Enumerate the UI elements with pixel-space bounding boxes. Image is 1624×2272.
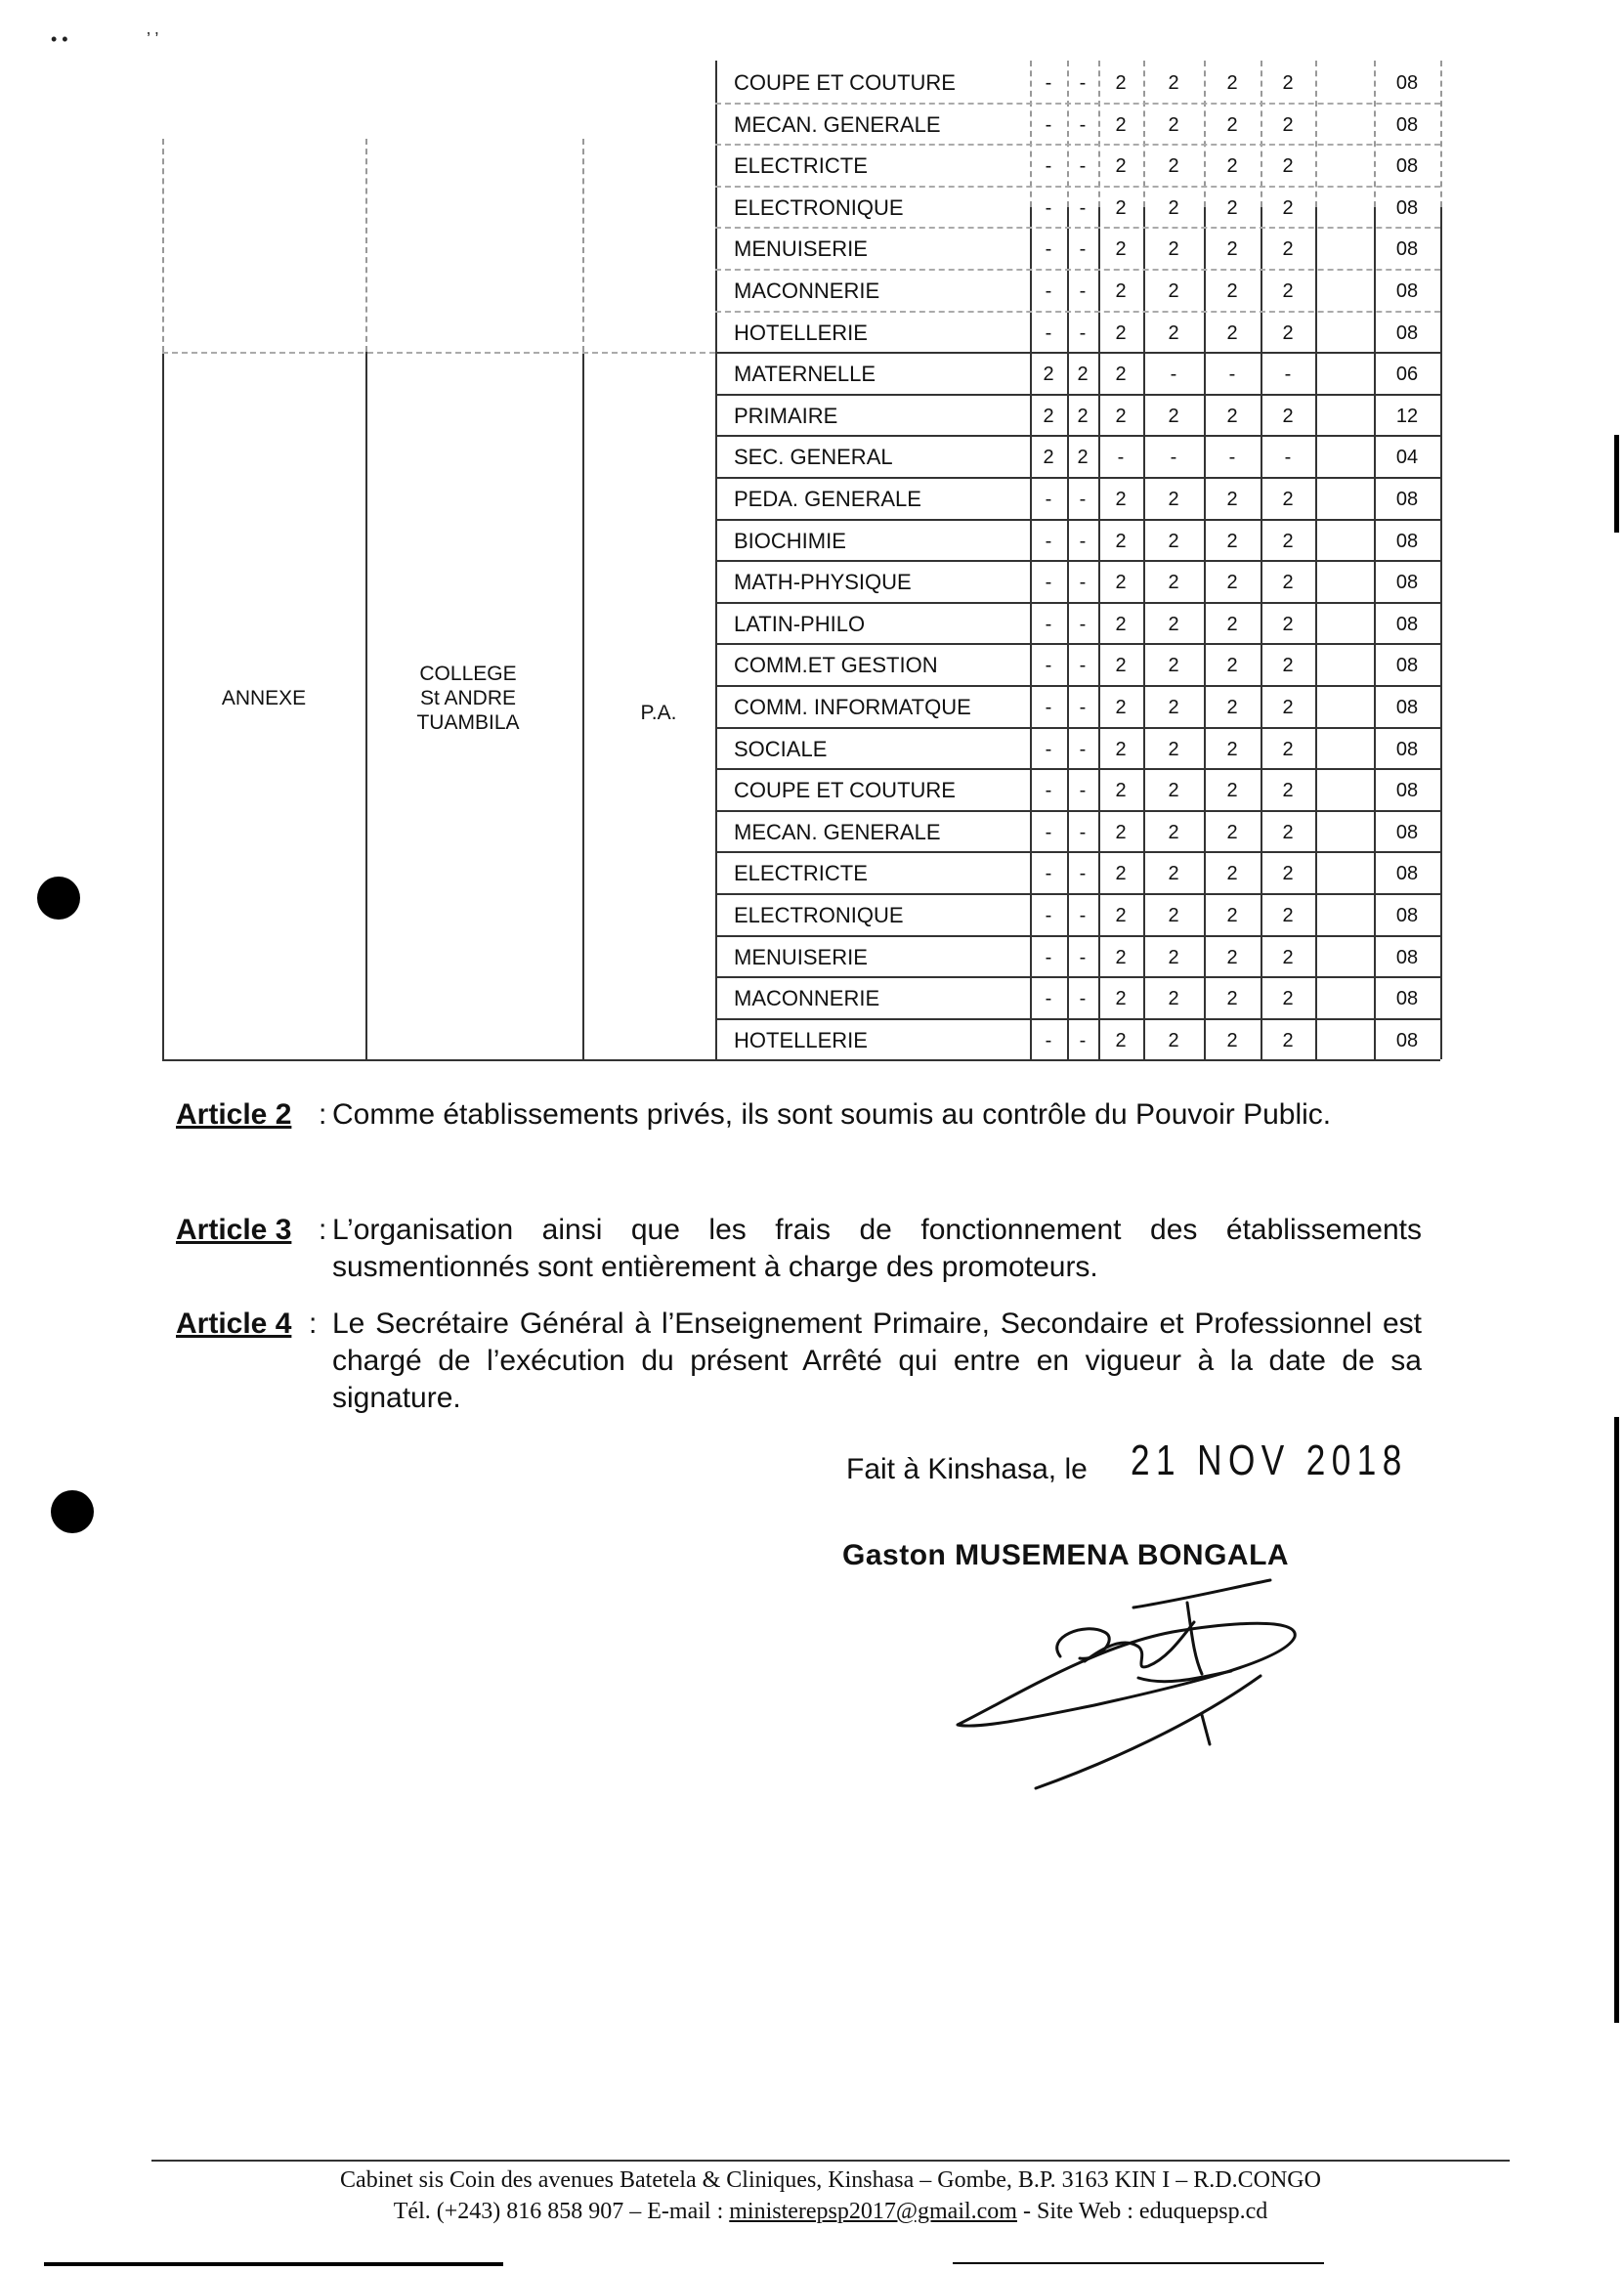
table-cell-count: - bbox=[1228, 447, 1236, 469]
table-cell-count: 2 bbox=[1115, 821, 1127, 843]
table-cell-count: 2 bbox=[1115, 780, 1127, 802]
table-grid-line bbox=[715, 477, 1440, 479]
table-grid-line bbox=[1261, 207, 1262, 1059]
table-grid-line bbox=[715, 311, 1440, 313]
article-colon: : bbox=[319, 1098, 327, 1131]
table-cell-count: 2 bbox=[1226, 572, 1238, 594]
table-cell-count: - bbox=[1079, 572, 1087, 594]
classes-table bbox=[162, 61, 1440, 1059]
table-cell-subject: MECAN. GENERALE bbox=[734, 819, 941, 844]
table-cell-count: - bbox=[1284, 447, 1292, 469]
table-cell-count: 2 bbox=[1282, 238, 1294, 261]
table-cell-subject: MATH-PHYSIQUE bbox=[734, 570, 912, 595]
table-cell-count: 2 bbox=[1168, 780, 1179, 802]
table-cell-count: - bbox=[1045, 572, 1052, 594]
table-cell-count: 2 bbox=[1282, 821, 1294, 843]
table-cell-count: 2 bbox=[1226, 530, 1238, 552]
table-cell-subject: BIOCHIMIE bbox=[734, 528, 846, 553]
table-cell-count: 2 bbox=[1115, 697, 1127, 718]
table-cell-count: - bbox=[1045, 489, 1052, 510]
table-cell-count: 2 bbox=[1226, 196, 1238, 219]
table-cell-count: - bbox=[1079, 863, 1087, 885]
table-cell-count: 2 bbox=[1282, 322, 1294, 344]
article-3 bbox=[176, 1212, 1422, 1290]
table-cell-total: 08 bbox=[1395, 988, 1419, 1010]
table-cell-count: 2 bbox=[1226, 238, 1238, 261]
table-cell-count: - bbox=[1045, 530, 1052, 552]
table-cell-count: 2 bbox=[1282, 697, 1294, 718]
table-cell-count: 2 bbox=[1282, 405, 1294, 427]
table-cell-count: - bbox=[1045, 113, 1052, 136]
table-grid-line bbox=[715, 519, 1440, 521]
table-cell-count: - bbox=[1079, 780, 1087, 802]
table-cell-count: 2 bbox=[1115, 280, 1127, 302]
footer-rule bbox=[151, 2160, 1510, 2162]
table-cell-count: - bbox=[1079, 697, 1087, 718]
table-cell-count: 2 bbox=[1226, 155, 1238, 178]
table-cell-count: 2 bbox=[1282, 946, 1294, 968]
table-grid-line bbox=[715, 560, 1440, 562]
table-cell-count: 2 bbox=[1115, 1029, 1127, 1051]
table-cell-count: 2 bbox=[1115, 988, 1127, 1010]
group-regime: P.A. bbox=[640, 702, 677, 724]
table-cell-count: 2 bbox=[1226, 322, 1238, 344]
table-cell-count: - bbox=[1045, 613, 1052, 635]
table-cell-subject: MENUISERIE bbox=[734, 236, 868, 262]
table-grid-line bbox=[715, 1018, 1440, 1020]
table-grid-line bbox=[1204, 207, 1206, 1059]
table-cell-subject: COMM.ET GESTION bbox=[734, 653, 938, 678]
table-cell-count: 2 bbox=[1226, 613, 1238, 635]
table-cell-count: 2 bbox=[1226, 905, 1238, 926]
scan-edge-mark bbox=[1614, 1417, 1619, 2023]
table-cell-count: - bbox=[1079, 196, 1087, 219]
table-cell-count: - bbox=[1079, 821, 1087, 843]
table-cell-total: 08 bbox=[1395, 280, 1419, 302]
table-cell-count: 2 bbox=[1168, 1029, 1179, 1051]
table-cell-total: 08 bbox=[1395, 1029, 1419, 1051]
table-cell-count: 2 bbox=[1282, 155, 1294, 178]
footer-contact bbox=[151, 2199, 1510, 2225]
table-cell-total: 08 bbox=[1395, 238, 1419, 261]
table-grid-line bbox=[715, 103, 1440, 105]
article-colon: : bbox=[309, 1307, 318, 1340]
table-cell-count: 2 bbox=[1168, 322, 1179, 344]
school-name-line: COLLEGE bbox=[419, 663, 517, 685]
article-text: Le Secrétaire Général à l’Enseignement Primaire, Secondaire et Professionnel est chargé de l’exécution du présent Arrêté qui entre en vigueur à la date de sa signature. bbox=[332, 1307, 1422, 1414]
table-grid-line bbox=[162, 139, 164, 352]
table-grid-line bbox=[715, 893, 1440, 895]
table-cell-count: - bbox=[1079, 322, 1087, 344]
table-cell-subject: COUPE ET COUTURE bbox=[734, 70, 956, 95]
table-cell-count: - bbox=[1079, 113, 1087, 136]
table-grid-line bbox=[715, 602, 1440, 604]
table-cell-count: 2 bbox=[1282, 280, 1294, 302]
table-cell-count: - bbox=[1045, 196, 1052, 219]
table-cell-count: 2 bbox=[1168, 530, 1179, 552]
article-label: Article 4 bbox=[176, 1307, 292, 1340]
table-cell-count: - bbox=[1045, 821, 1052, 843]
table-cell-subject: ELECTRONIQUE bbox=[734, 903, 904, 927]
table-cell-total: 08 bbox=[1395, 655, 1419, 677]
table-cell-count: 2 bbox=[1226, 280, 1238, 302]
table-cell-count: 2 bbox=[1077, 447, 1089, 469]
table-grid-line bbox=[162, 352, 164, 1059]
table-cell-count: 2 bbox=[1115, 238, 1127, 261]
table-grid-line bbox=[365, 139, 367, 352]
table-cell-count: 2 bbox=[1115, 905, 1127, 926]
table-cell-count: - bbox=[1079, 905, 1087, 926]
table-cell-count: 2 bbox=[1226, 1029, 1238, 1051]
table-cell-count: 2 bbox=[1282, 196, 1294, 219]
table-cell-count: 2 bbox=[1282, 655, 1294, 677]
table-cell-subject: MENUISERIE bbox=[734, 944, 868, 969]
table-cell-count: - bbox=[1079, 155, 1087, 178]
table-cell-total: 08 bbox=[1395, 72, 1419, 94]
table-grid-line bbox=[1374, 207, 1376, 1059]
table-cell-count: 2 bbox=[1115, 613, 1127, 635]
table-grid-line bbox=[162, 352, 715, 354]
table-cell-count: 2 bbox=[1168, 988, 1179, 1010]
table-cell-total: 08 bbox=[1395, 196, 1419, 219]
table-cell-total: 08 bbox=[1395, 322, 1419, 344]
table-cell-count: 2 bbox=[1115, 72, 1127, 94]
table-cell-count: - bbox=[1079, 238, 1087, 261]
table-cell-total: 08 bbox=[1395, 155, 1419, 178]
school-name-line: St ANDRE bbox=[419, 687, 517, 709]
article-text: L’organisation ainsi que les frais de fonctionnement des établissements susmentionnés sont entièrement à charge des promoteurs. bbox=[332, 1214, 1422, 1283]
table-cell-count: - bbox=[1284, 364, 1292, 386]
table-grid-line bbox=[715, 935, 1440, 937]
article-4 bbox=[176, 1306, 1422, 1423]
table-grid-line bbox=[715, 768, 1440, 770]
table-cell-total: 04 bbox=[1395, 447, 1419, 469]
table-cell-count: - bbox=[1045, 738, 1052, 760]
table-cell-count: 2 bbox=[1043, 364, 1054, 386]
table-cell-count: 2 bbox=[1282, 572, 1294, 594]
table-grid-line bbox=[715, 685, 1440, 687]
table-cell-count: 2 bbox=[1226, 489, 1238, 510]
table-cell-count: 2 bbox=[1226, 72, 1238, 94]
table-cell-count: 2 bbox=[1168, 113, 1179, 136]
table-grid-line bbox=[162, 1059, 1440, 1061]
footer-email-link[interactable]: ministerepsp2017@gmail.com bbox=[729, 2199, 1017, 2224]
table-cell-count: 2 bbox=[1226, 405, 1238, 427]
table-cell-count: - bbox=[1079, 946, 1087, 968]
table-cell-count: 2 bbox=[1115, 196, 1127, 219]
table-cell-total: 08 bbox=[1395, 530, 1419, 552]
table-cell-count: 2 bbox=[1226, 697, 1238, 718]
table-cell-subject: HOTELLERIE bbox=[734, 320, 868, 345]
table-cell-count: - bbox=[1228, 364, 1236, 386]
table-cell-count: - bbox=[1045, 72, 1052, 94]
table-cell-count: - bbox=[1045, 322, 1052, 344]
table-cell-subject: MACONNERIE bbox=[734, 279, 880, 303]
table-grid-line bbox=[1315, 207, 1317, 1059]
table-grid-line bbox=[715, 186, 1440, 188]
table-grid-line bbox=[715, 269, 1440, 271]
table-cell-count: 2 bbox=[1115, 405, 1127, 427]
table-cell-count: - bbox=[1045, 238, 1052, 261]
table-grid-line bbox=[715, 643, 1440, 645]
table-cell-count: 2 bbox=[1226, 863, 1238, 885]
table-grid-line bbox=[715, 394, 1440, 396]
table-cell-count: 2 bbox=[1115, 364, 1127, 386]
table-cell-count: 2 bbox=[1226, 988, 1238, 1010]
table-cell-count: 2 bbox=[1077, 364, 1089, 386]
table-cell-count: 2 bbox=[1168, 946, 1179, 968]
table-cell-count: 2 bbox=[1282, 530, 1294, 552]
scan-speck: ’ ’ bbox=[147, 29, 159, 49]
table-cell-subject: COUPE ET COUTURE bbox=[734, 778, 956, 803]
table-cell-count: 2 bbox=[1282, 738, 1294, 760]
table-cell-count: 2 bbox=[1115, 530, 1127, 552]
table-cell-subject: PEDA. GENERALE bbox=[734, 487, 921, 511]
table-cell-count: - bbox=[1170, 364, 1177, 386]
table-grid-line bbox=[715, 227, 1440, 229]
table-cell-count: 2 bbox=[1043, 447, 1054, 469]
table-cell-count: 2 bbox=[1168, 280, 1179, 302]
table-cell-count: 2 bbox=[1282, 489, 1294, 510]
table-cell-subject: LATIN-PHILO bbox=[734, 611, 866, 636]
article-text: Comme établissements privés, ils sont soumis au contrôle du Pouvoir Public. bbox=[332, 1098, 1332, 1131]
table-cell-count: - bbox=[1045, 988, 1052, 1010]
table-cell-count: 2 bbox=[1115, 655, 1127, 677]
scan-speck: • • bbox=[51, 29, 68, 49]
table-cell-count: 2 bbox=[1226, 113, 1238, 136]
table-cell-count: 2 bbox=[1226, 946, 1238, 968]
table-cell-count: 2 bbox=[1168, 697, 1179, 718]
table-cell-subject: HOTELLERIE bbox=[734, 1027, 868, 1052]
scan-bottom-rule bbox=[44, 2262, 503, 2266]
table-cell-total: 06 bbox=[1395, 364, 1419, 386]
table-cell-count: - bbox=[1045, 155, 1052, 178]
table-grid-line bbox=[582, 139, 584, 352]
table-grid-line bbox=[715, 976, 1440, 978]
table-cell-count: - bbox=[1045, 697, 1052, 718]
table-cell-count: 2 bbox=[1282, 1029, 1294, 1051]
article-colon: : bbox=[319, 1214, 327, 1246]
table-cell-count: - bbox=[1045, 905, 1052, 926]
table-cell-count: - bbox=[1045, 863, 1052, 885]
table-cell-count: 2 bbox=[1115, 863, 1127, 885]
table-cell-count: 2 bbox=[1115, 113, 1127, 136]
scan-edge-mark bbox=[1614, 435, 1619, 533]
group-type: ANNEXE bbox=[221, 687, 307, 709]
table-cell-subject: MACONNERIE bbox=[734, 986, 880, 1011]
table-cell-count: - bbox=[1079, 1029, 1087, 1051]
table-cell-count: 2 bbox=[1168, 72, 1179, 94]
group-school bbox=[365, 662, 571, 735]
table-grid-line bbox=[715, 435, 1440, 437]
table-cell-subject: SOCIALE bbox=[734, 736, 828, 761]
table-cell-count: - bbox=[1045, 780, 1052, 802]
table-cell-count: 2 bbox=[1043, 405, 1054, 427]
table-cell-count: 2 bbox=[1115, 322, 1127, 344]
table-grid-line bbox=[715, 727, 1440, 729]
table-cell-count: 2 bbox=[1168, 821, 1179, 843]
table-grid-line bbox=[1440, 207, 1442, 1059]
table-cell-count: - bbox=[1117, 447, 1125, 469]
table-cell-count: 2 bbox=[1168, 905, 1179, 926]
table-cell-total: 08 bbox=[1395, 738, 1419, 760]
signing-date-stamp: 21 NOV 2018 bbox=[1131, 1436, 1408, 1484]
table-cell-subject: ELECTRONIQUE bbox=[734, 194, 904, 220]
table-cell-count: 2 bbox=[1115, 155, 1127, 178]
article-label: Article 2 bbox=[176, 1098, 292, 1131]
table-cell-total: 08 bbox=[1395, 113, 1419, 136]
table-cell-count: 2 bbox=[1282, 613, 1294, 635]
table-cell-total: 08 bbox=[1395, 572, 1419, 594]
table-cell-subject: MATERNELLE bbox=[734, 362, 876, 387]
table-cell-count: 2 bbox=[1168, 655, 1179, 677]
handwritten-signature bbox=[938, 1578, 1309, 1793]
table-cell-total: 12 bbox=[1395, 405, 1419, 427]
scan-bottom-rule bbox=[953, 2262, 1324, 2264]
table-cell-count: 2 bbox=[1168, 238, 1179, 261]
table-cell-count: 2 bbox=[1168, 613, 1179, 635]
table-grid-line bbox=[1440, 61, 1442, 207]
table-cell-subject: SEC. GENERAL bbox=[734, 445, 893, 470]
table-cell-subject: PRIMAIRE bbox=[734, 403, 838, 428]
table-cell-total: 08 bbox=[1395, 489, 1419, 510]
school-name-line: TUAMBILA bbox=[416, 711, 520, 734]
table-grid-line bbox=[582, 352, 584, 1059]
footer-website: - Site Web : eduquepsp.cd bbox=[1016, 2199, 1268, 2224]
table-cell-subject: MECAN. GENERALE bbox=[734, 111, 941, 137]
punch-hole bbox=[51, 1490, 94, 1533]
table-cell-count: 2 bbox=[1226, 821, 1238, 843]
table-cell-count: - bbox=[1079, 988, 1087, 1010]
table-cell-count: 2 bbox=[1282, 863, 1294, 885]
table-grid-line bbox=[715, 851, 1440, 853]
table-cell-count: - bbox=[1079, 280, 1087, 302]
table-cell-count: - bbox=[1079, 655, 1087, 677]
table-cell-count: 2 bbox=[1282, 988, 1294, 1010]
table-cell-count: 2 bbox=[1226, 655, 1238, 677]
table-cell-count: 2 bbox=[1282, 905, 1294, 926]
punch-hole bbox=[37, 877, 80, 920]
table-cell-total: 08 bbox=[1395, 946, 1419, 968]
table-cell-count: - bbox=[1045, 280, 1052, 302]
article-2 bbox=[176, 1096, 1422, 1175]
table-cell-count: 2 bbox=[1282, 780, 1294, 802]
table-cell-subject: COMM. INFORMATQUE bbox=[734, 695, 971, 719]
table-cell-count: - bbox=[1079, 613, 1087, 635]
table-cell-count: 2 bbox=[1077, 405, 1089, 427]
table-cell-count: 2 bbox=[1115, 572, 1127, 594]
table-cell-total: 08 bbox=[1395, 613, 1419, 635]
table-cell-count: - bbox=[1079, 530, 1087, 552]
table-cell-count: 2 bbox=[1168, 738, 1179, 760]
table-cell-subject: ELECTRICTE bbox=[734, 153, 868, 179]
table-cell-total: 08 bbox=[1395, 863, 1419, 885]
footer-address: Cabinet sis Coin des avenues Batetela & Cliniques, Kinshasa – Gombe, B.P. 3163 KIN I – R.D.CONGO bbox=[340, 2167, 1321, 2193]
table-cell-count: - bbox=[1045, 1029, 1052, 1051]
table-cell-count: - bbox=[1079, 72, 1087, 94]
table-cell-count: - bbox=[1079, 489, 1087, 510]
table-cell-count: 2 bbox=[1168, 196, 1179, 219]
table-cell-count: 2 bbox=[1168, 405, 1179, 427]
table-grid-line bbox=[715, 352, 1440, 354]
table-grid-line bbox=[715, 810, 1440, 812]
table-cell-count: - bbox=[1045, 946, 1052, 968]
article-label: Article 3 bbox=[176, 1214, 292, 1246]
footer-phone: Tél. (+243) 816 858 907 – E-mail : bbox=[393, 2199, 730, 2224]
table-cell-count: 2 bbox=[1168, 572, 1179, 594]
table-cell-count: - bbox=[1170, 447, 1177, 469]
table-cell-count: 2 bbox=[1226, 738, 1238, 760]
table-grid-line bbox=[715, 144, 1440, 146]
table-cell-total: 08 bbox=[1395, 905, 1419, 926]
signatory-name: Gaston MUSEMENA BONGALA bbox=[842, 1539, 1290, 1571]
table-cell-count: 2 bbox=[1282, 113, 1294, 136]
table-cell-count: 2 bbox=[1226, 780, 1238, 802]
table-cell-count: - bbox=[1079, 738, 1087, 760]
table-cell-count: - bbox=[1045, 655, 1052, 677]
table-cell-count: 2 bbox=[1282, 72, 1294, 94]
table-grid-line bbox=[1143, 207, 1145, 1059]
table-cell-subject: ELECTRICTE bbox=[734, 861, 868, 886]
table-cell-total: 08 bbox=[1395, 697, 1419, 718]
table-cell-count: 2 bbox=[1168, 863, 1179, 885]
table-cell-count: 2 bbox=[1115, 489, 1127, 510]
table-grid-line bbox=[365, 352, 367, 1059]
signing-place: Fait à Kinshasa, le bbox=[846, 1453, 1088, 1485]
table-cell-count: 2 bbox=[1168, 155, 1179, 178]
table-cell-total: 08 bbox=[1395, 821, 1419, 843]
table-cell-total: 08 bbox=[1395, 780, 1419, 802]
table-cell-count: 2 bbox=[1115, 738, 1127, 760]
table-cell-count: 2 bbox=[1115, 946, 1127, 968]
table-cell-count: 2 bbox=[1168, 489, 1179, 510]
